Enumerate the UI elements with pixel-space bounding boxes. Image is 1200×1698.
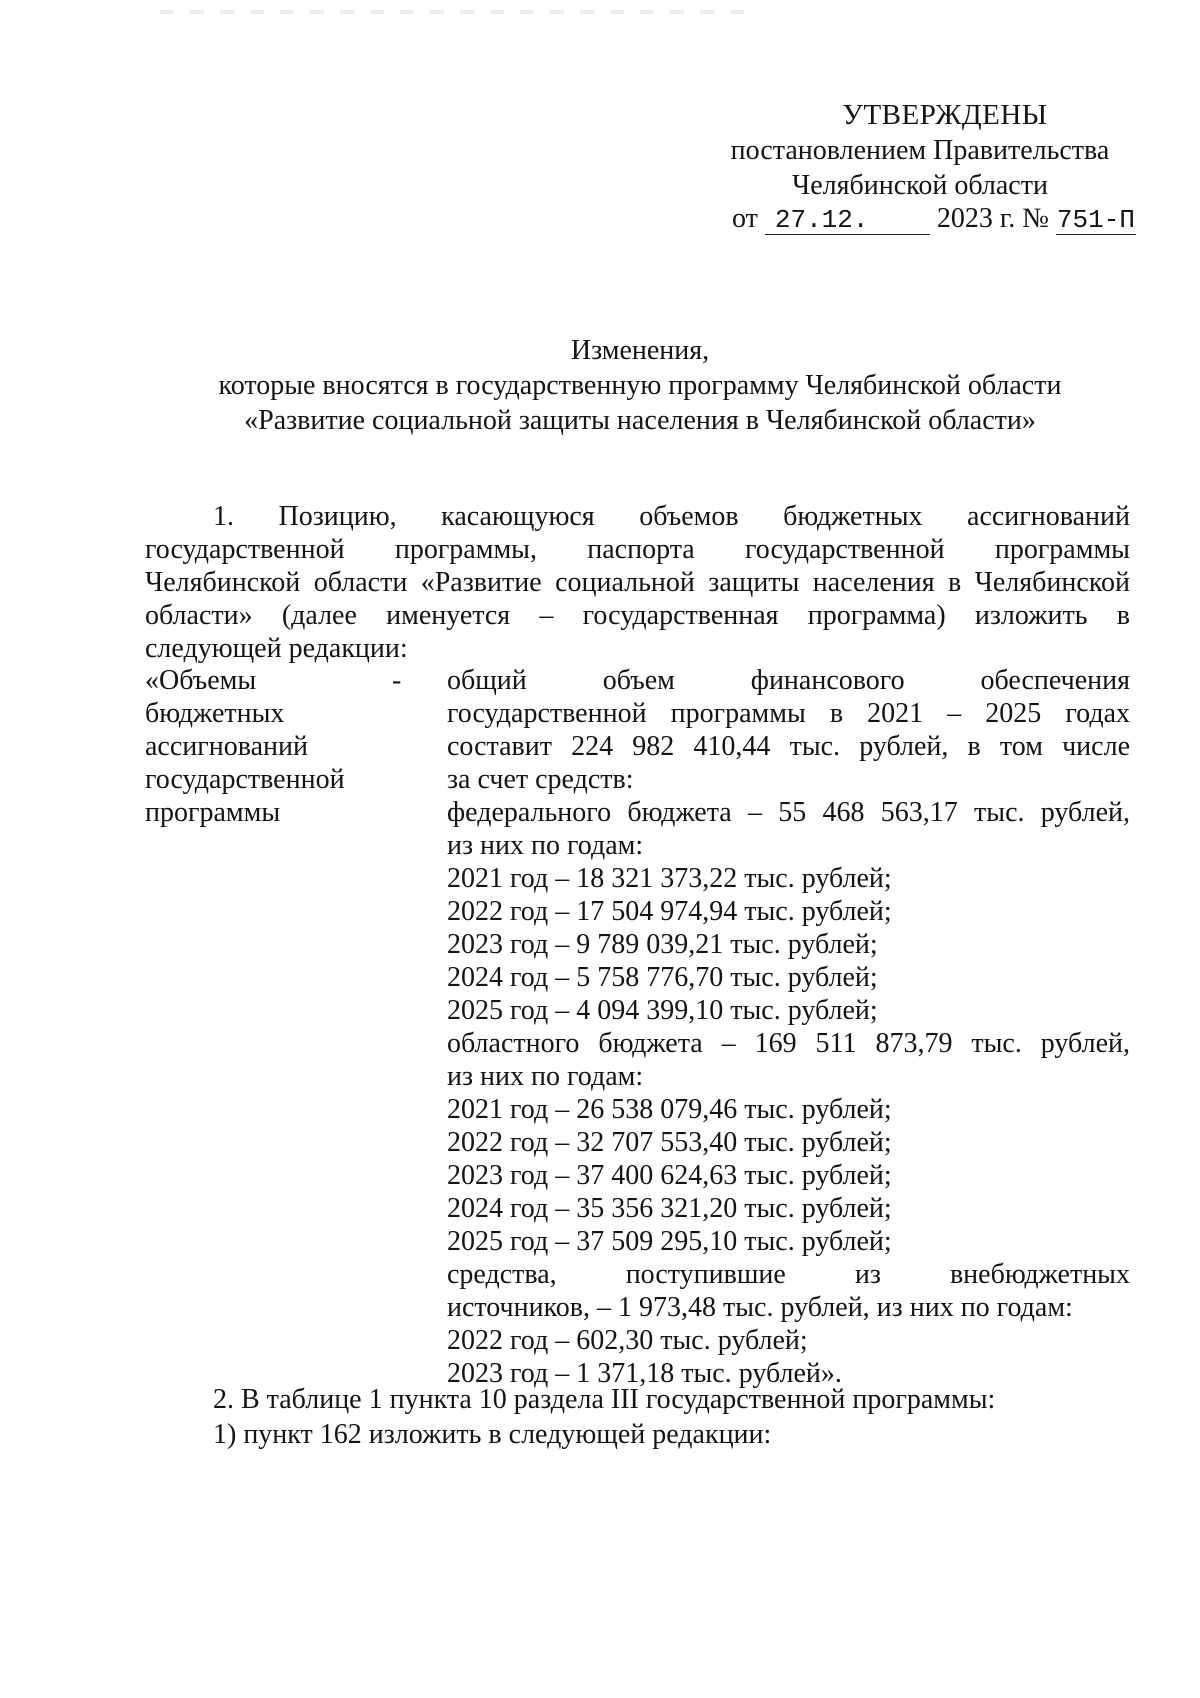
- date-handwritten: 27.12.: [765, 206, 930, 235]
- para1-line: государственной программы, паспорта государственной программы: [145, 534, 1130, 565]
- heading-line-2: которые вносятся в государственную программу Челябинской области: [218, 370, 1062, 401]
- para1-line: следующей редакции:: [145, 633, 408, 664]
- label-line: ассигнований: [145, 731, 308, 762]
- approval-title: УТВЕРЖДЕНЫ: [842, 99, 1048, 131]
- value-line: составит 224 982 410,44 тыс. рублей, в том числе: [447, 731, 1130, 762]
- value-line: 2022 год – 17 504 974,94 тыс. рублей;: [447, 896, 892, 927]
- value-line: источников, – 1 973,48 тыс. рублей, из них по годам:: [447, 1292, 1073, 1323]
- date-prefix: от: [732, 203, 758, 234]
- value-line: федерального бюджета – 55 468 563,17 тыс. рублей,: [447, 797, 1130, 828]
- number-handwritten: 751-П: [1056, 205, 1135, 235]
- label-line: программы: [145, 797, 281, 828]
- value-line: 2025 год – 4 094 399,10 тыс. рублей;: [447, 995, 878, 1026]
- paragraph-1: [145, 500, 1130, 665]
- value-line: 2023 год – 1 371,18 тыс. рублей».: [447, 1358, 842, 1389]
- value-line: общий объем финансового обеспечения: [447, 665, 1130, 696]
- value-line: 2025 год – 37 509 295,10 тыс. рублей;: [447, 1226, 892, 1257]
- heading-line-1: Изменения,: [570, 335, 710, 366]
- passport-value: [447, 664, 1130, 1390]
- para1-line: 1. Позицию, касающуюся объемов бюджетных ассигнований: [213, 501, 1130, 532]
- value-line: 2024 год – 5 758 776,70 тыс. рублей;: [447, 962, 878, 993]
- paragraph-2: 2. В таблице 1 пункта 10 раздела III государственной программы:: [213, 1384, 996, 1415]
- approval-line-1: постановлением Правительства: [730, 135, 1110, 166]
- value-line: из них по годам:: [447, 830, 644, 861]
- value-line: за счет средств:: [447, 764, 634, 795]
- value-line: 2022 год – 602,30 тыс. рублей;: [447, 1325, 808, 1356]
- value-line: 2021 год – 18 321 373,22 тыс. рублей;: [447, 863, 892, 894]
- label-line: бюджетных: [145, 698, 285, 729]
- paragraph-3: 1) пункт 162 изложить в следующей редакции:: [213, 1419, 772, 1450]
- document-heading: [150, 333, 1130, 438]
- scan-artifact: [160, 10, 760, 14]
- value-line: 2023 год – 9 789 039,21 тыс. рублей;: [447, 929, 878, 960]
- approval-line-2: Челябинской области: [792, 170, 1048, 201]
- para1-line: Челябинской области «Развитие социальной защиты населения в Челябинской: [145, 567, 1130, 598]
- value-line: 2022 год – 32 707 553,40 тыс. рублей;: [447, 1127, 892, 1158]
- approval-date-line: [732, 203, 1136, 235]
- heading-line-3: «Развитие социальной защиты населения в Челябинской области»: [244, 405, 1036, 436]
- value-line: областного бюджета – 169 511 873,79 тыс. рублей,: [447, 1028, 1130, 1059]
- value-line: 2023 год – 37 400 624,63 тыс. рублей;: [447, 1160, 892, 1191]
- value-line: 2021 год – 26 538 079,46 тыс. рублей;: [447, 1094, 892, 1125]
- value-line: средства, поступившие из внебюджетных: [447, 1259, 1130, 1290]
- value-line: государственной программы в 2021 – 2025 годах: [447, 698, 1130, 729]
- passport-dash: -: [392, 665, 402, 696]
- passport-label: [145, 664, 365, 829]
- approval-stamp-block: [690, 98, 1150, 203]
- para1-line: области» (далее именуется – государственная программа) изложить в: [145, 600, 1130, 631]
- value-line: 2024 год – 35 356 321,20 тыс. рублей;: [447, 1193, 892, 1224]
- value-line: из них по годам:: [447, 1061, 644, 1092]
- year-label: 2023 г. №: [936, 203, 1049, 234]
- label-line: «Объемы: [145, 665, 257, 696]
- label-line: государственной: [145, 764, 345, 795]
